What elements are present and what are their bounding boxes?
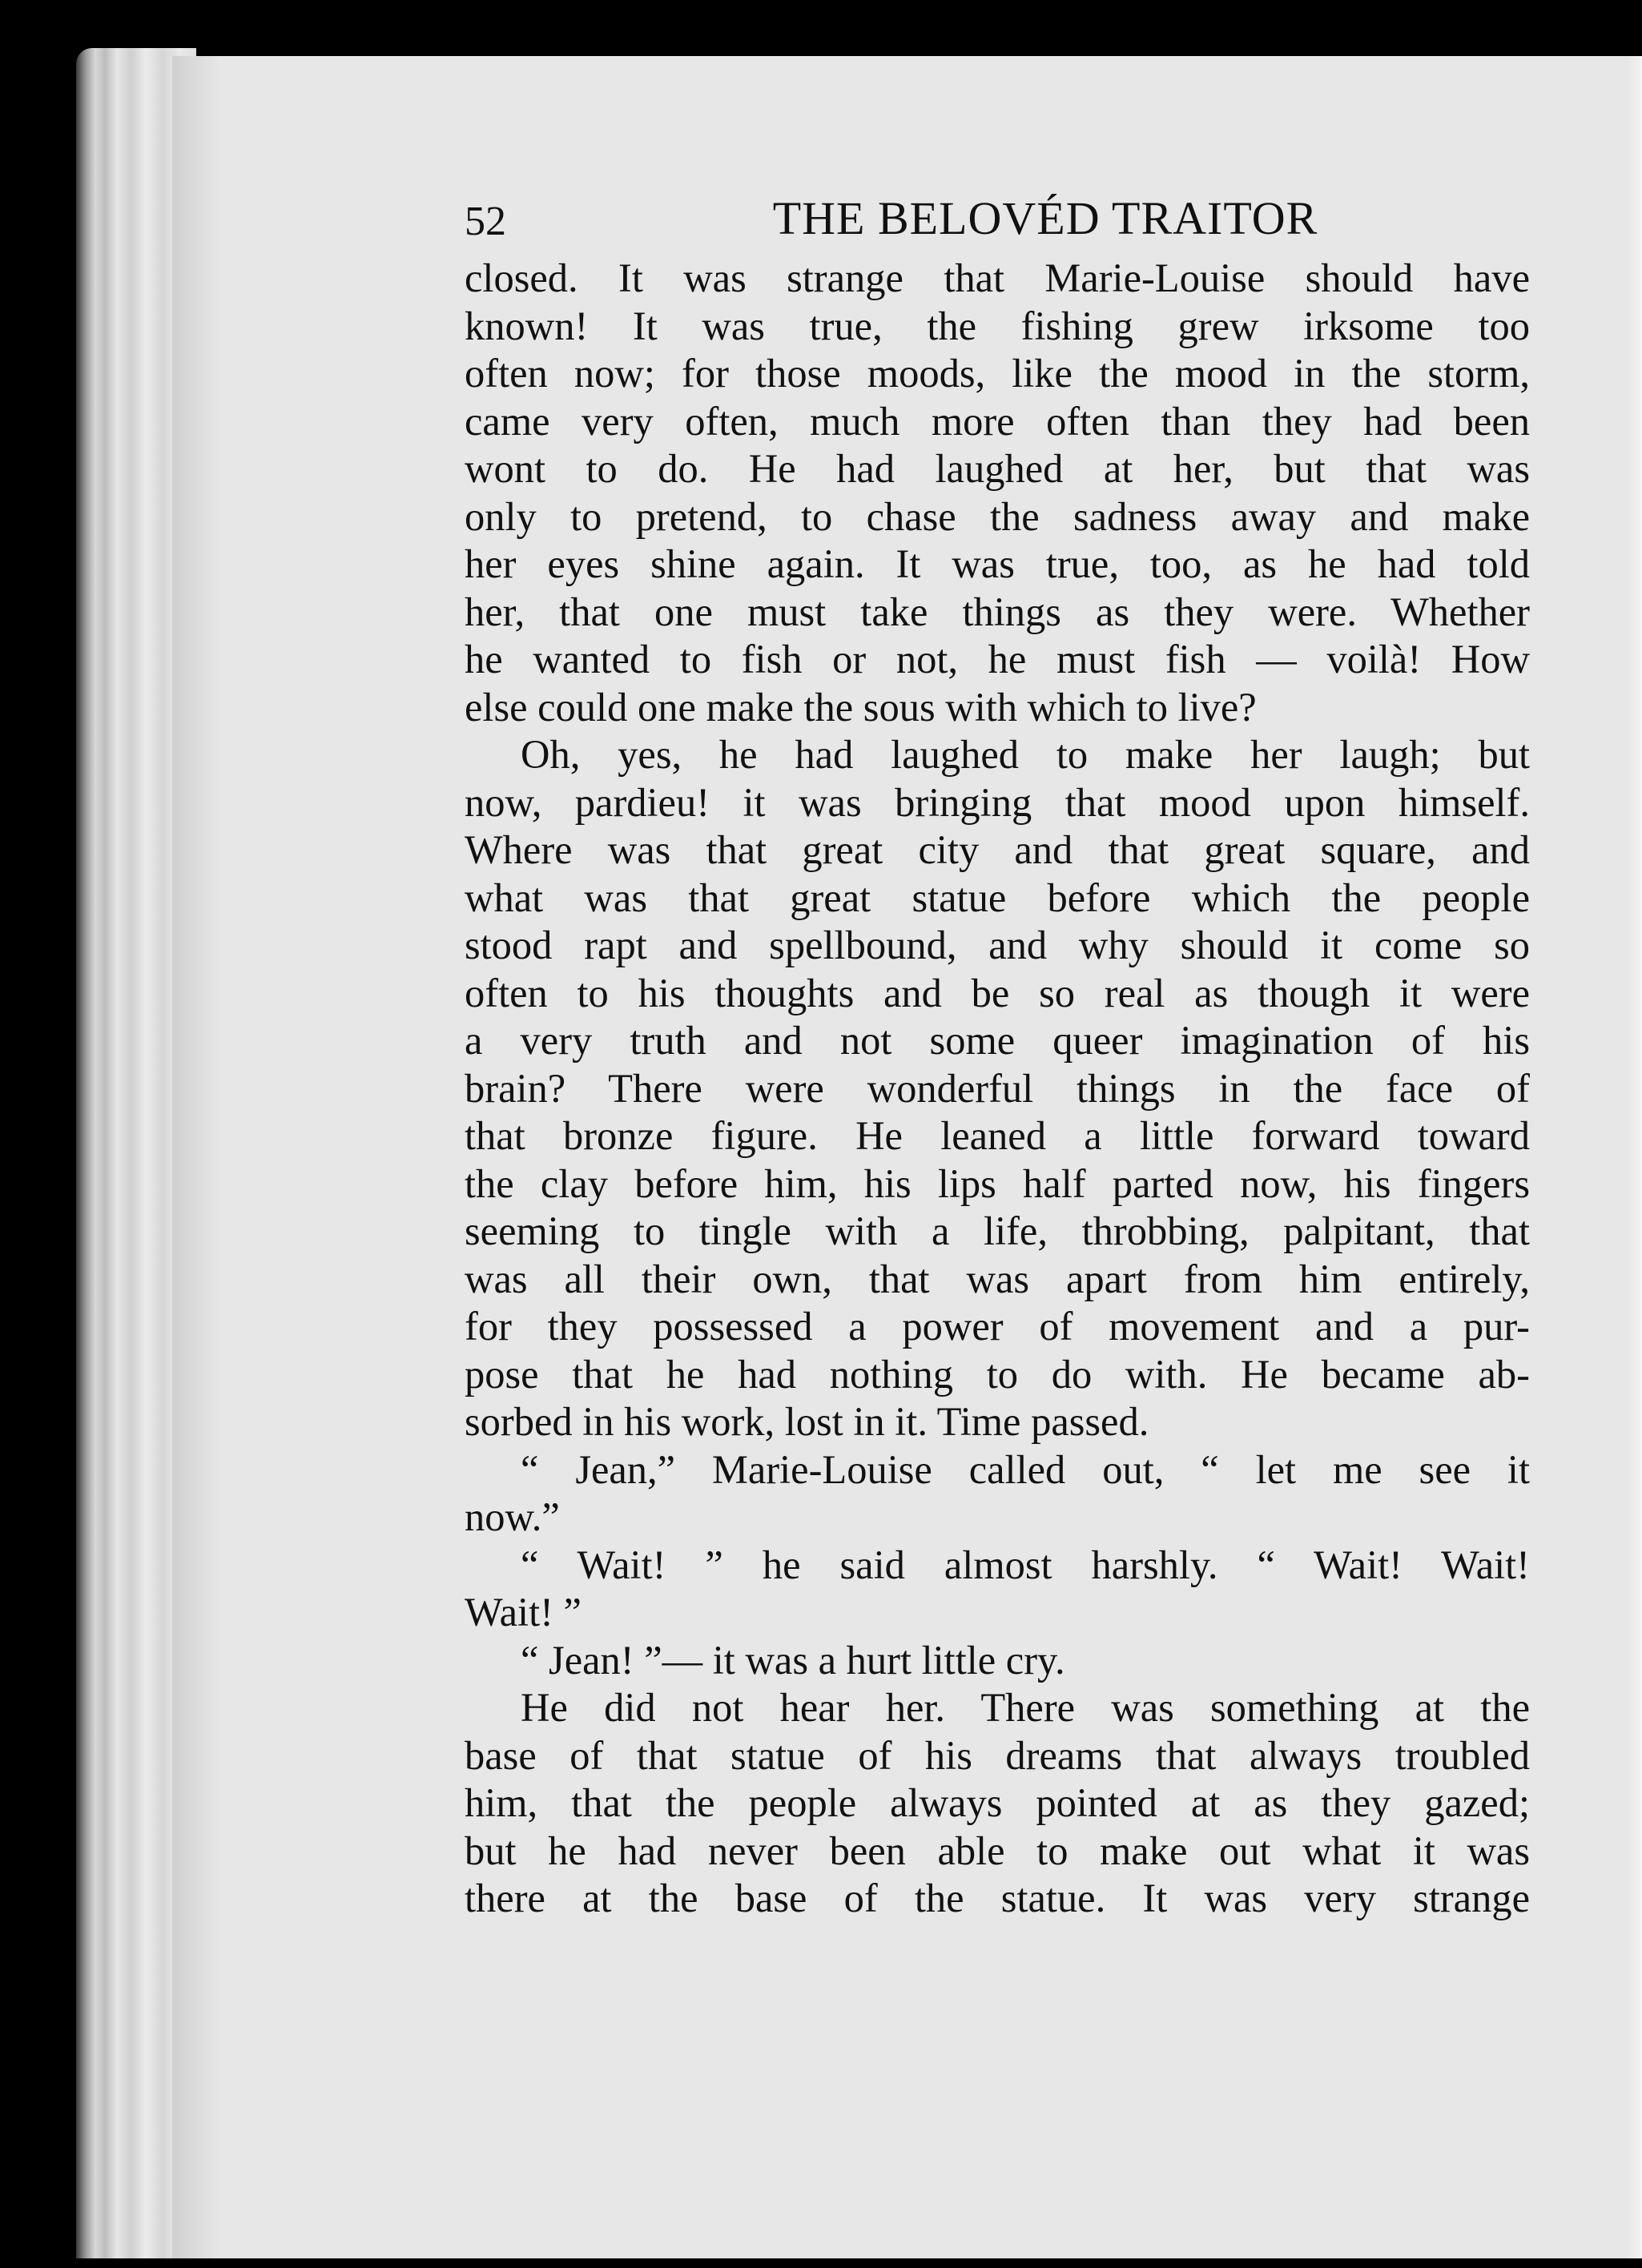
text-line: “ Jean! ”— it was a hurt little cry. [521,1637,1065,1683]
text-line: Oh, yes, he had laughed to make her laugh; but [521,732,1530,777]
text-line: him, that the people always pointed at as they gazed; [465,1780,1530,1825]
text-line: for they possessed a power of movement and a pur- [465,1304,1530,1349]
text-line: known! It was true, the fishing grew irksome too [465,303,1530,348]
text-line: brain? There were wonderful things in the face of [465,1065,1530,1111]
text-line: pose that he had nothing to do with. He became ab- [465,1351,1530,1397]
text-line: closed. It was strange that Marie-Louise should have [465,255,1530,300]
text-line: only to pretend, to chase the sadness away and make [465,493,1530,539]
text-line: what was that great statue before which the people [465,875,1530,920]
page-number: 52 [465,199,506,244]
text-line: now, pardieu! it was bringing that mood upon himself. [465,779,1530,825]
gutter-shadow [172,56,220,2258]
text-line: often to his thoughts and be so real as though it were [465,970,1530,1015]
text-line: sorbed in his work, lost in it. Time passed. [465,1399,1149,1444]
text-line: now.” [465,1494,560,1539]
text-line: came very often, much more often than they had been [465,398,1530,444]
text-line: Where was that great city and that great square, and [465,827,1530,872]
text-line: wont to do. He had laughed at her, but that was [465,446,1530,491]
text-line: “ Jean,” Marie-Louise called out, “ let me see it [521,1446,1530,1492]
text-line: that bronze figure. He leaned a little forward toward [465,1113,1530,1158]
text-line: a very truth and not some queer imagination of his [465,1018,1530,1063]
text-line: was all their own, that was apart from him entirely, [465,1256,1530,1301]
text-line: but he had never been able to make out what it was [465,1828,1530,1873]
text-line: her, that one must take things as they were. Whether [465,589,1530,634]
text-line: base of that statue of his dreams that always troubled [465,1732,1530,1778]
page-text-block [465,183,1530,1923]
text-line: stood rapt and spellbound, and why should it come so [465,923,1530,967]
text-line: her eyes shine again. It was true, too, as he had told [465,541,1530,586]
text-line: often now; for those moods, like the mood in the storm, [465,351,1530,396]
text-line: there at the base of the statue. It was very strange [465,1876,1530,1920]
text-line: else could one make the sous with which to live? [465,684,1257,730]
text-line: the clay before him, his lips half parted now, his fingers [465,1160,1530,1206]
text-line: Wait! ” [465,1590,582,1635]
text-line: “ Wait! ” he said almost harshly. “ Wait! Wait! [521,1542,1530,1587]
running-head [465,183,1530,255]
page-right-edge [1628,56,1642,2258]
text-line: seeming to tingle with a life, throbbing, palpitant, that [465,1208,1530,1253]
running-title: THE BELOVÉD TRAITOR [772,192,1318,244]
text-line: He did not hear her. There was something at the [521,1685,1530,1730]
text-line: he wanted to fish or not, he must fish — voilà! How [465,637,1530,682]
